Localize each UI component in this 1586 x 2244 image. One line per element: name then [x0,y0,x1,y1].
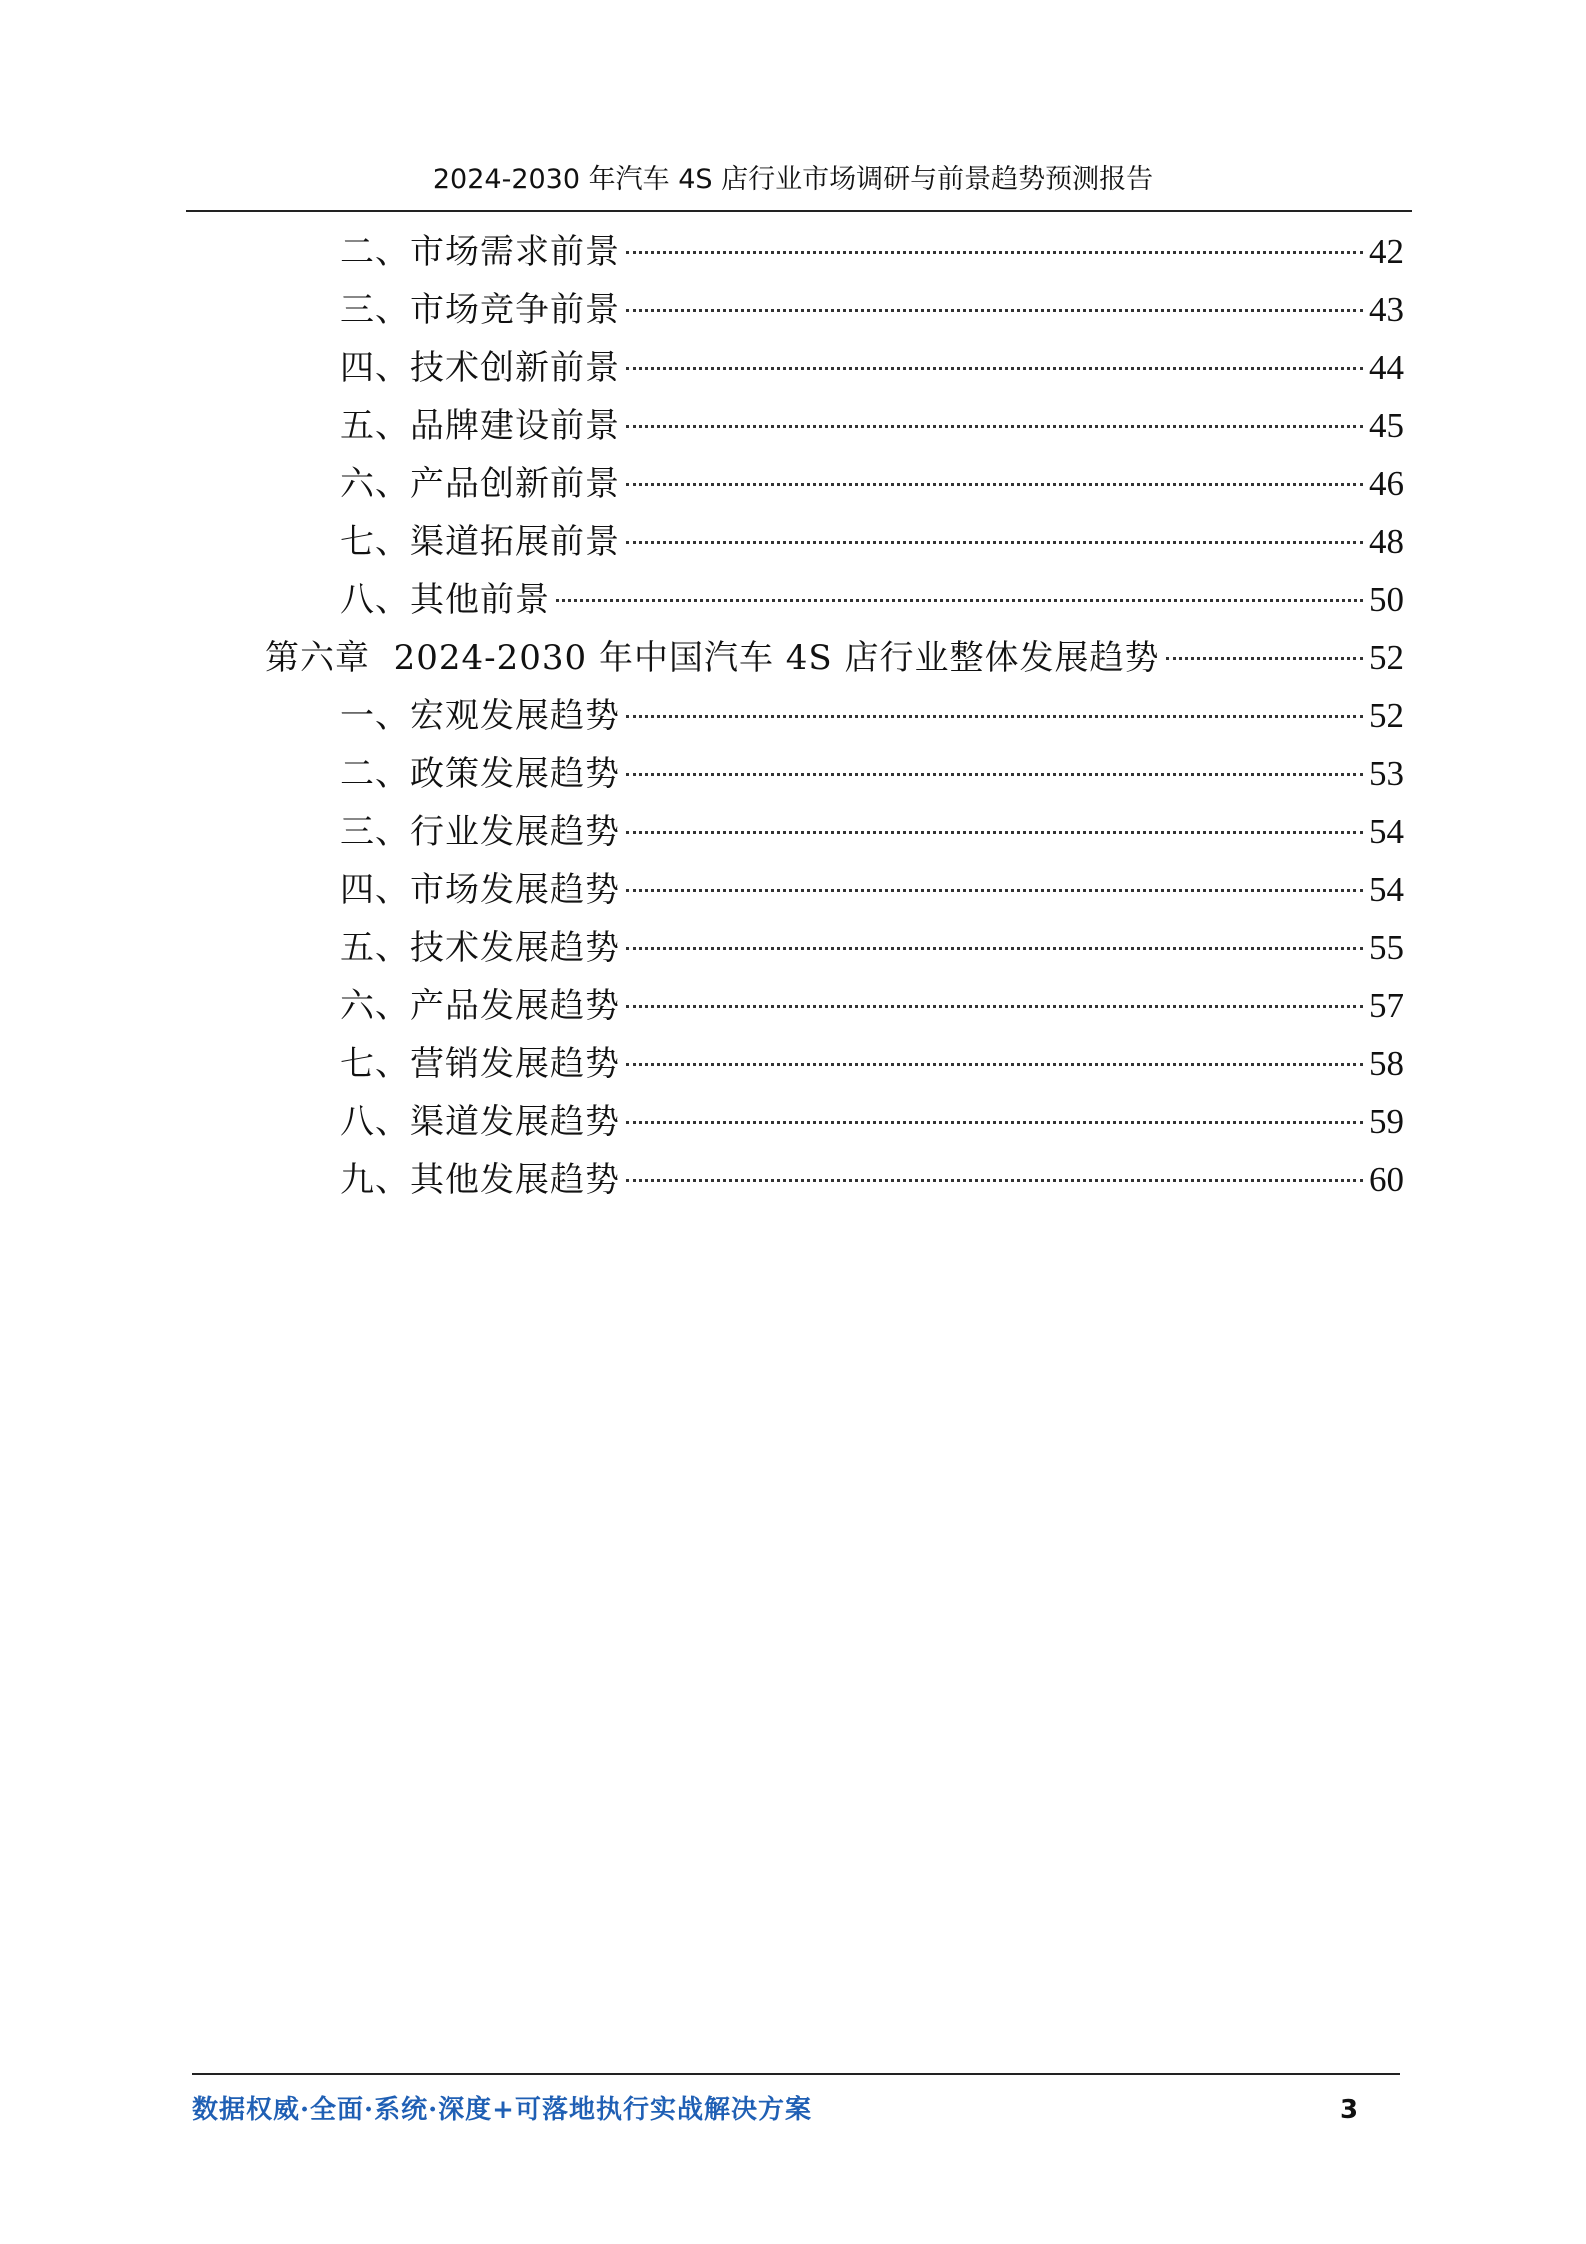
toc-entry-page: 57 [1369,986,1404,1025]
toc-dot-leader [626,1121,1363,1124]
toc-entry-page: 45 [1369,406,1404,445]
toc-entry-page: 46 [1369,464,1404,503]
toc-dot-leader [626,773,1363,776]
toc-dot-leader [626,367,1363,370]
toc-entry-page: 50 [1369,580,1404,619]
toc-entry-page: 55 [1369,928,1404,967]
toc-entry-page: 60 [1369,1160,1404,1199]
toc-dot-leader [556,599,1363,602]
toc-dot-leader [626,541,1363,544]
toc-entry-label: 五、技术发展趋势 [340,928,620,968]
toc-entry-label: 五、品牌建设前景 [340,406,620,446]
toc-entry-page: 52 [1369,696,1404,735]
footer-slogan: 数据权威·全面·系统·深度+可落地执行实战解决方案 [192,2095,812,2125]
toc-dot-leader [626,1063,1363,1066]
toc-entry[interactable] [340,686,1404,746]
toc-entry-label: 四、技术创新前景 [340,348,620,388]
toc-entry[interactable] [340,1150,1404,1210]
toc-entry-page: 59 [1369,1102,1404,1141]
toc-entry[interactable] [340,802,1404,862]
toc-entry-page: 44 [1369,348,1404,387]
toc-entry[interactable] [340,338,1404,398]
toc-chapter-label: 第六章 2024-2030 年中国汽车 4S 店行业整体发展趋势 [265,638,1160,678]
toc-dot-leader [626,483,1363,486]
toc-entry[interactable] [340,918,1404,978]
toc-entry-label: 二、市场需求前景 [340,232,620,272]
toc-entry-page: 54 [1369,870,1404,909]
toc-dot-leader [626,947,1363,950]
toc-entry[interactable] [340,744,1404,804]
toc-entry[interactable] [340,1034,1404,1094]
toc-dot-leader [626,1179,1363,1182]
page-header-title: 2024-2030 年汽车 4S 店行业市场调研与前景趋势预测报告 [432,164,1154,195]
toc-entry[interactable] [340,396,1404,456]
toc-entry-label: 三、市场竞争前景 [340,290,620,330]
toc-entry[interactable] [340,570,1404,630]
toc-entry-label: 八、其他前景 [340,580,550,620]
header-divider [186,210,1412,212]
toc-entry-page: 48 [1369,522,1404,561]
toc-entry-page: 43 [1369,290,1404,329]
toc-entry-label: 六、产品发展趋势 [340,986,620,1026]
toc-entry[interactable] [340,512,1404,572]
toc-entry-label: 九、其他发展趋势 [340,1160,620,1200]
toc-entry[interactable] [340,976,1404,1036]
toc-dot-leader [626,1005,1363,1008]
toc-chapter-entry[interactable] [265,628,1404,688]
toc-entry-page: 52 [1369,638,1404,677]
footer-divider [192,2073,1400,2075]
toc-dot-leader [626,425,1363,428]
toc-entry-label: 七、营销发展趋势 [340,1044,620,1084]
toc-entry-label: 八、渠道发展趋势 [340,1102,620,1142]
toc-entry-page: 58 [1369,1044,1404,1083]
toc-entry[interactable] [340,280,1404,340]
toc-entry[interactable] [340,454,1404,514]
toc-dot-leader [1166,657,1363,660]
toc-entry[interactable] [340,1092,1404,1152]
toc-dot-leader [626,831,1363,834]
toc-entry-label: 六、产品创新前景 [340,464,620,504]
toc-entry-label: 一、宏观发展趋势 [340,696,620,736]
toc-entry-page: 53 [1369,754,1404,793]
toc-entry-label: 四、市场发展趋势 [340,870,620,910]
toc-entry-page: 42 [1369,232,1404,271]
toc-entry[interactable] [340,222,1404,282]
toc-dot-leader [626,715,1363,718]
toc-entry-page: 54 [1369,812,1404,851]
footer-page-number: 3 [1340,2095,1359,2125]
toc-dot-leader [626,251,1363,254]
toc-entry-label: 三、行业发展趋势 [340,812,620,852]
toc-entry-label: 七、渠道拓展前景 [340,522,620,562]
toc-entry-label: 二、政策发展趋势 [340,754,620,794]
toc-entry[interactable] [340,860,1404,920]
toc-dot-leader [626,889,1363,892]
toc-dot-leader [626,309,1363,312]
